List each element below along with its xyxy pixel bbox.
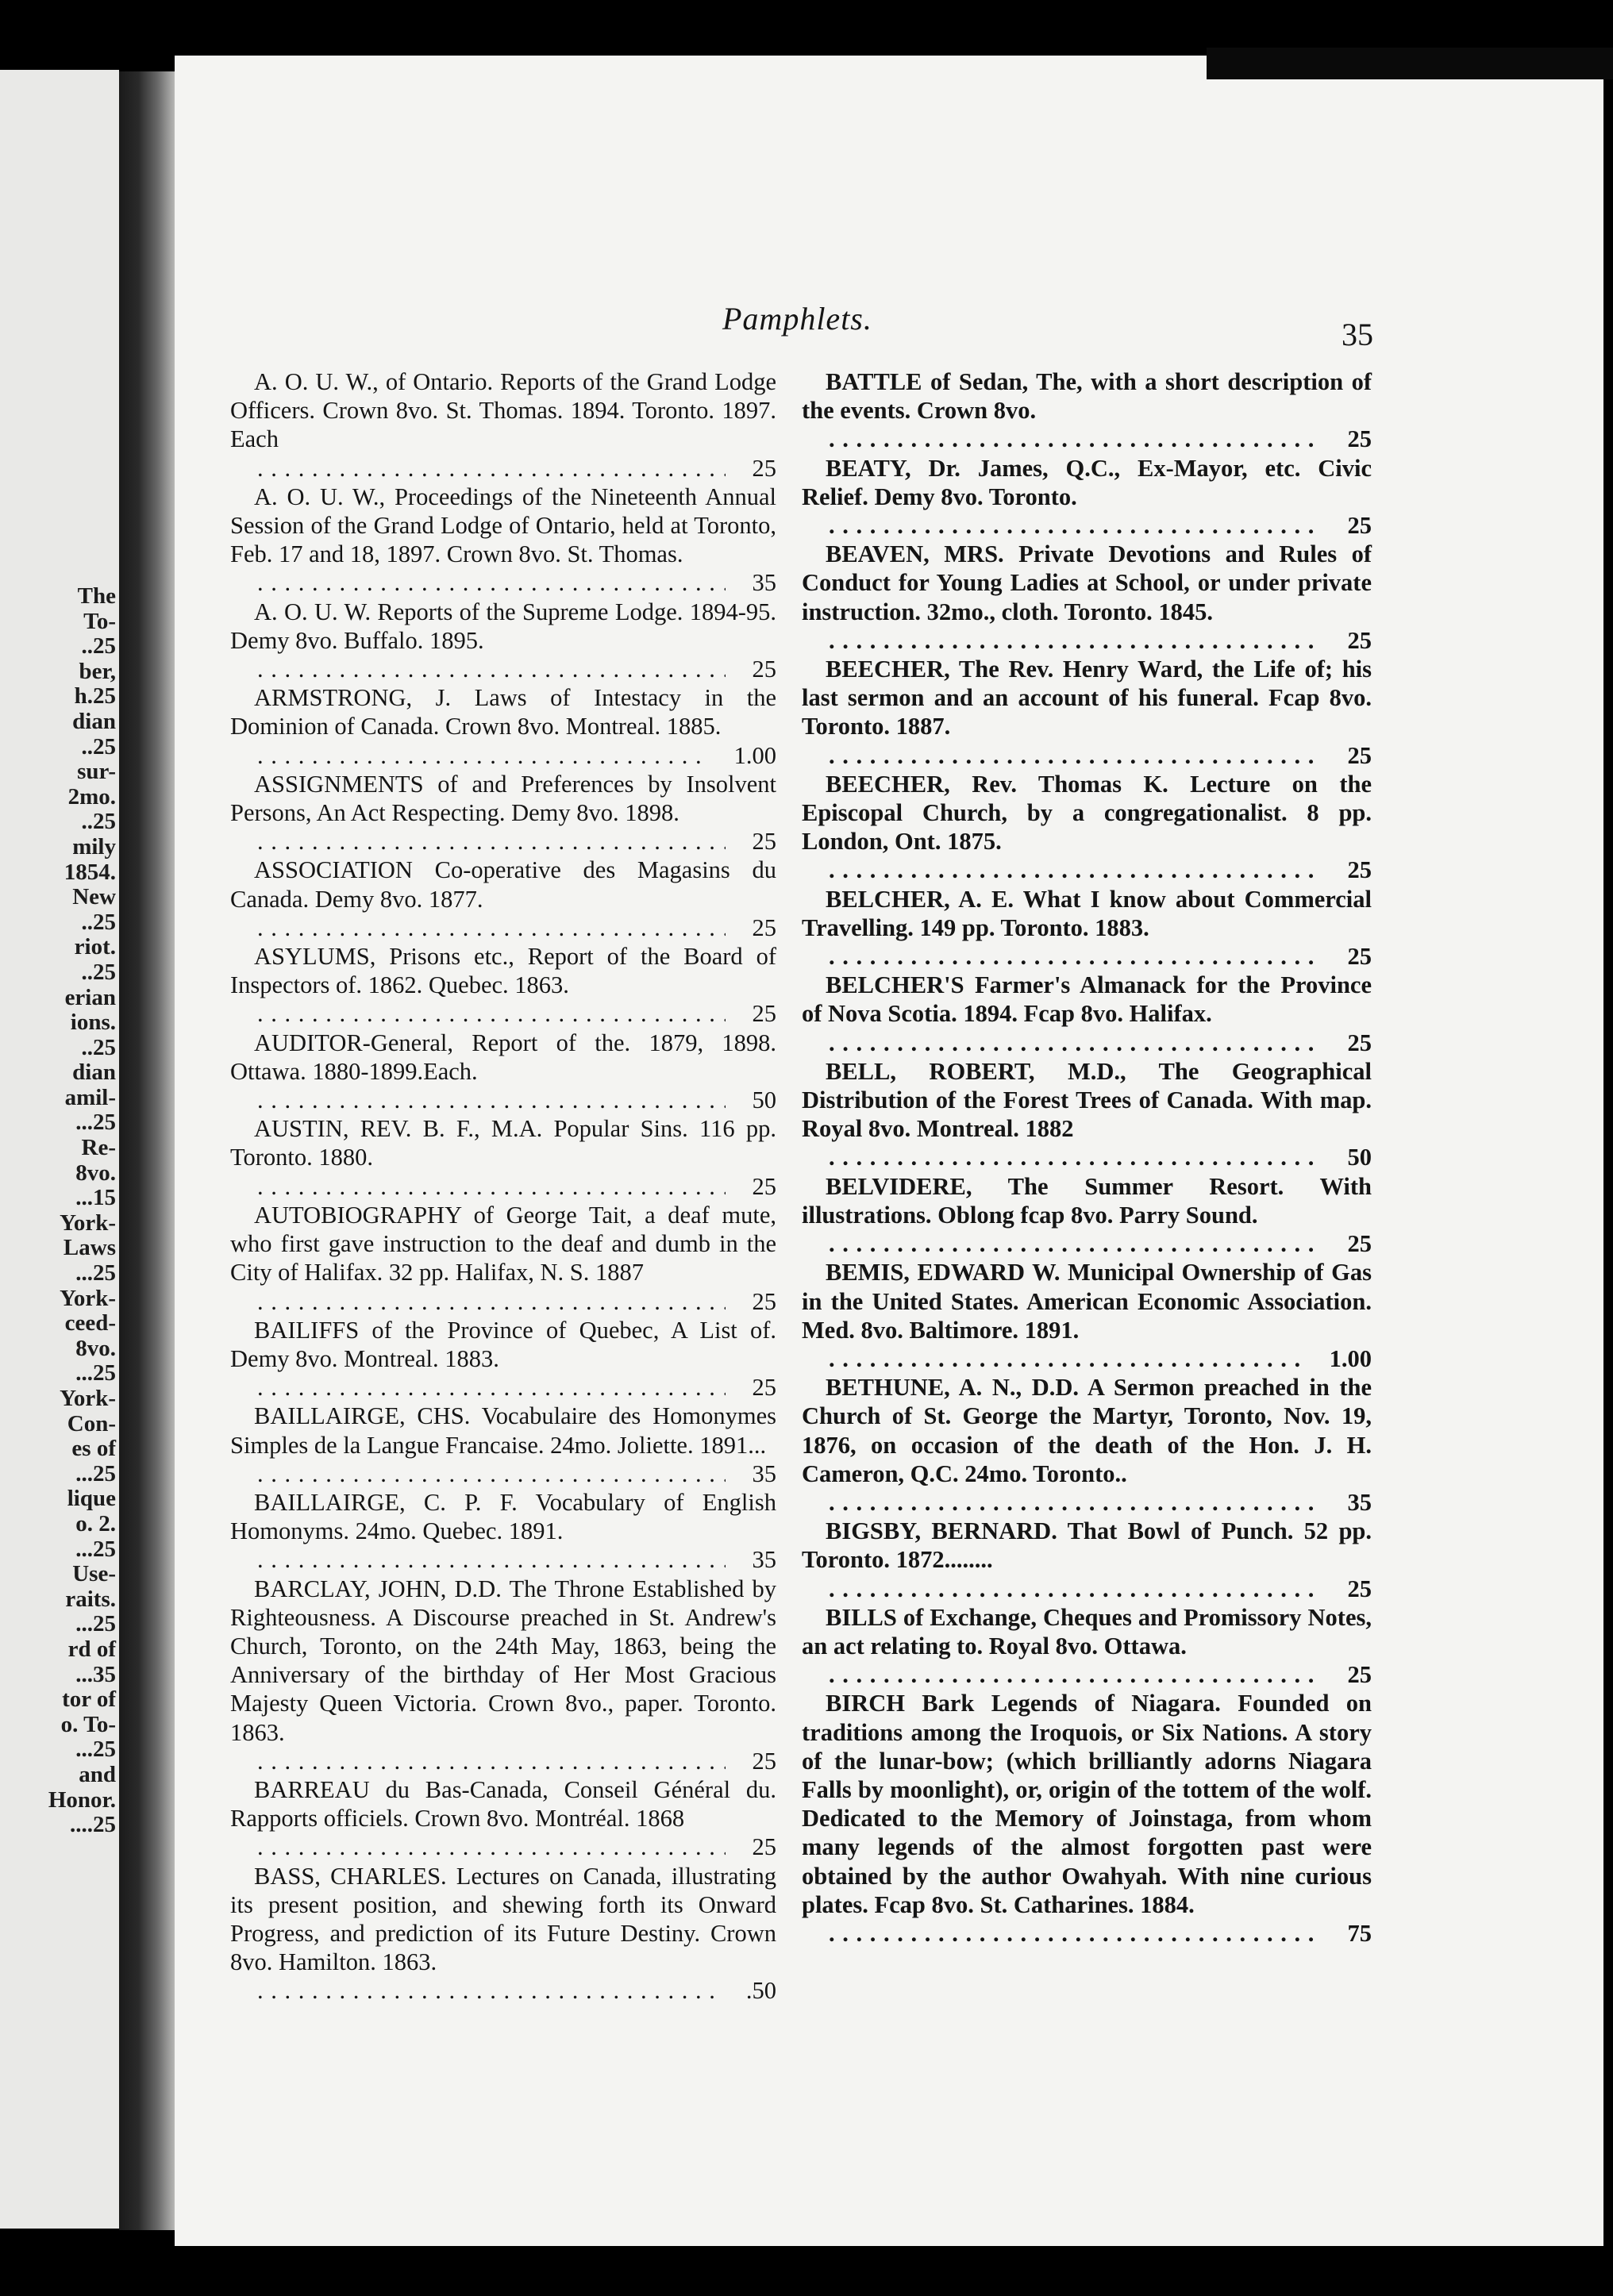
previous-page-fragment: To- (83, 608, 116, 634)
previous-page-fragment: dian (72, 1060, 116, 1086)
previous-page-fragment: ...25 (75, 1360, 116, 1386)
entry-text: AUTOBIOGRAPHY of George Tait, a deaf mute, who first gave instruction to the deaf and dumb in the City of Halifax. 32 pp. Halifax, N. S. 1887 (230, 1201, 776, 1286)
previous-page-fragment: ber, (79, 658, 116, 684)
dot-leader (805, 942, 1321, 971)
entry-price: 1.00 (1329, 1344, 1372, 1372)
entry-price: .50 (745, 1977, 776, 2005)
previous-page-fragment: ...15 (75, 1185, 116, 1211)
previous-page-fragment: raits. (65, 1586, 116, 1612)
dot-leader (233, 999, 726, 1028)
dot-leader (805, 511, 1321, 540)
entry-price: 25 (752, 1287, 776, 1315)
entry-text: ASYLUMS, Prisons etc., Report of the Board of Inspectors of. 1862. Quebec. 1863. (230, 943, 776, 999)
entry-price: 25 (752, 1172, 776, 1200)
page-number: 35 (1342, 317, 1373, 352)
entry-price: 25 (752, 1000, 776, 1028)
entry-text: BEMIS, EDWARD W. Municipal Ownership of Gas in the United States. American Economic Association. Med. 8vo. Baltimore. 1891. (802, 1259, 1372, 1344)
catalogue-entry (230, 942, 776, 1029)
catalogue-entry (230, 1114, 776, 1201)
entry-text: BELVIDERE, The Summer Resort. With illustrations. Oblong fcap 8vo. Parry Sound. (802, 1172, 1372, 1229)
entry-price: 35 (752, 1460, 776, 1487)
entry-text: BAILIFFS of the Province of Quebec, A List of. Demy 8vo. Montreal. 1883. (230, 1316, 776, 1372)
previous-page-fragment: Laws (63, 1235, 116, 1261)
previous-page-fragment: dian (72, 708, 116, 734)
entry-price: 25 (1347, 1230, 1372, 1258)
dot-leader (805, 1575, 1321, 1603)
catalogue-entry (802, 885, 1372, 971)
entry-price: 50 (1347, 1144, 1372, 1171)
previous-page-fragment: mily (72, 833, 116, 860)
entry-text: BEECHER, Rev. Thomas K. Lecture on the Episcopal Church, by a congregationalist. 8 pp. London, Ont. 1875. (802, 770, 1372, 856)
previous-page-fragment: ...25 (75, 1736, 116, 1763)
entry-text: A. O. U. W. Reports of the Supreme Lodge. 1894-95. Demy 8vo. Buffalo. 1895. (230, 598, 776, 654)
entry-text: ASSIGNMENTS of and Preferences by Insolvent Persons, An Act Respecting. Demy 8vo. 1898. (230, 770, 776, 827)
previous-page-fragment: riot. (74, 934, 116, 960)
catalogue-entry (802, 1689, 1372, 1948)
dot-leader (233, 1086, 726, 1114)
entry-price: 25 (752, 1747, 776, 1775)
dot-leader (233, 741, 707, 770)
catalogue-entry (802, 655, 1372, 770)
entry-text: BAILLAIRGE, CHS. Vocabulaire des Homonymes Simples de la Langue Francaise. 24mo. Joliette. 1891... (230, 1402, 776, 1459)
catalogue-entry (230, 1575, 776, 1775)
entry-price: 25 (752, 828, 776, 856)
catalogue-entry (802, 1057, 1372, 1172)
dot-leader (805, 1143, 1321, 1171)
previous-page-fragment: ..25 (81, 809, 116, 835)
dot-leader (233, 1976, 719, 2005)
dot-leader (233, 1373, 726, 1402)
catalogue-entry (802, 1172, 1372, 1259)
catalogue-entry (230, 1029, 776, 1115)
catalogue-entry (230, 367, 776, 483)
previous-page-fragment: erian (64, 984, 116, 1010)
entry-text: BARCLAY, JOHN, D.D. The Throne Established by Righteousness. A Discourse preached in St. Andrew's Church, Toronto, on the 24th May, 1863, being the Anniversary of the birthday of Her Most Gracious Majesty Queen Victoria. Crown 8vo., paper. Toronto. 1863. (230, 1575, 776, 1746)
running-head: Pamphlets. (722, 301, 872, 337)
entry-text: AUDITOR-General, Report of the. 1879, 1898. Ottawa. 1880-1899.Each. (230, 1029, 776, 1085)
catalogue-entry (802, 971, 1372, 1057)
previous-page-fragment: ...25 (75, 1260, 116, 1286)
dot-leader (233, 1287, 726, 1316)
entry-price: 35 (1347, 1488, 1372, 1516)
previous-page-fragment: ..25 (81, 1034, 116, 1060)
previous-page-fragment: lique (67, 1486, 116, 1512)
entry-price: 35 (752, 569, 776, 597)
entry-price: 25 (1347, 856, 1372, 884)
entry-text: A. O. U. W., of Ontario. Reports of the Grand Lodge Officers. Crown 8vo. St. Thomas. 1894. Toronto. 1897. Each (230, 368, 776, 453)
previous-page-fragment: ions. (70, 1010, 116, 1036)
entry-text: A. O. U. W., Proceedings of the Nineteenth Annual Session of the Grand Lodge of Ontario, held at Toronto, Feb. 17 and 18, 1897. Crown 8vo. St. Thomas. (230, 483, 776, 568)
entry-text: BEAVEN, MRS. Private Devotions and Rules of Conduct for Young Ladies at School, or under private instruction. 32mo., cloth. Toronto. 1845. (802, 540, 1372, 625)
previous-page-fragment: amil- (64, 1084, 116, 1110)
previous-page-fragment: o. To- (60, 1711, 116, 1737)
dot-leader (805, 1660, 1321, 1689)
previous-page-fragment: York- (60, 1285, 116, 1311)
previous-page-fragment: ..25 (81, 959, 116, 985)
entry-text: BELCHER'S Farmer's Almanack for the Province of Nova Scotia. 1894. Fcap 8vo. Halifax. (802, 971, 1372, 1028)
entry-price: 25 (752, 656, 776, 683)
catalogue-entry (802, 367, 1372, 454)
previous-page-fragment: ...25 (75, 1536, 116, 1562)
dot-leader (805, 1029, 1321, 1057)
catalogue-entry (230, 1862, 776, 2006)
previous-page-fragment: tor of (62, 1686, 116, 1713)
scan-shadow (1207, 48, 1613, 79)
dot-leader (233, 1545, 726, 1574)
dot-leader (233, 1172, 726, 1201)
entry-text: BELL, ROBERT, M.D., The Geographical Distribution of the Forest Trees of Canada. With map. Royal 8vo. Montreal. 1882 (802, 1057, 1372, 1143)
catalogue-entry (802, 770, 1372, 885)
entry-price: 25 (1347, 512, 1372, 540)
previous-page-fragment: es of (71, 1436, 116, 1462)
entry-price: 25 (1347, 943, 1372, 971)
dot-leader (233, 827, 726, 856)
entry-price: 35 (752, 1546, 776, 1574)
catalogue-entry (230, 1402, 776, 1488)
dot-leader (233, 1460, 726, 1488)
previous-page-fragment: ...35 (75, 1661, 116, 1687)
dot-leader (805, 1344, 1303, 1373)
dot-leader (233, 454, 726, 483)
previous-page-fragment: ceed- (64, 1310, 116, 1336)
previous-page-edge (0, 70, 119, 2229)
previous-page-fragment: sur- (77, 759, 116, 785)
entry-text: AUSTIN, REV. B. F., M.A. Popular Sins. 116 pp. Toronto. 1880. (230, 1115, 776, 1171)
previous-page-fragment: 1854. (64, 859, 116, 885)
entry-price: 25 (752, 1833, 776, 1861)
previous-page-fragment: York- (60, 1210, 116, 1236)
catalogue-entry (230, 856, 776, 942)
catalogue-entry (230, 483, 776, 598)
dot-leader (805, 1919, 1321, 1948)
previous-page-fragment: York- (60, 1386, 116, 1411)
catalogue-entry (230, 1316, 776, 1402)
entry-text: BASS, CHARLES. Lectures on Canada, illustrating its present position, and shewing forth its Onward Progress, and prediction of its Future Destiny. Crown 8vo. Hamilton. 1863. (230, 1862, 776, 1976)
catalogue-entry (802, 1373, 1372, 1517)
entry-text: BIGSBY, BERNARD. That Bowl of Punch. 52 pp. Toronto. 1872........ (802, 1517, 1372, 1574)
previous-page-fragment: Re- (81, 1135, 116, 1161)
entry-text: BIRCH Bark Legends of Niagara. Founded on traditions among the Iroquois, or Six Nations. A story of the lunar-bow; (which brilliantly adorns Niagara Falls by moonlight), or, origin of the tottem of the wolf. Dedicated to the Memory of Joinstaga, from whom many legends of the almost forgotten past were obtained by the author Owahyah. With nine curious plates. Fcap 8vo. St. Catharines. 1884. (802, 1690, 1372, 1918)
previous-page-fragment: The (77, 583, 116, 609)
entry-price: 50 (752, 1086, 776, 1114)
catalogue-entry (802, 1258, 1372, 1373)
entry-text: BEECHER, The Rev. Henry Ward, the Life of; his last sermon and an account of his funeral. Fcap 8vo. Toronto. 1887. (802, 656, 1372, 740)
entry-text: BILLS of Exchange, Cheques and Promissory Notes, an act relating to. Royal 8vo. Ottawa. (802, 1603, 1372, 1660)
catalogue-entry (802, 540, 1372, 655)
entry-text: BELCHER, A. E. What I know about Commercial Travelling. 149 pp. Toronto. 1883. (802, 885, 1372, 941)
previous-page-fragment: and (79, 1761, 116, 1787)
catalogue-entry (230, 1201, 776, 1316)
previous-page-fragment: 2mo. (67, 783, 116, 810)
previous-page-fragment: rd of (67, 1636, 116, 1662)
previous-page-fragment: ...25 (75, 1460, 116, 1486)
dot-leader (233, 913, 726, 942)
entry-price: 25 (1347, 425, 1372, 453)
catalogue-entry (802, 1517, 1372, 1603)
left-column (230, 367, 776, 2006)
catalogue-entry (230, 598, 776, 684)
dot-leader (805, 856, 1321, 884)
catalogue-entry (230, 1775, 776, 1862)
previous-page-fragment: 8vo. (75, 1160, 116, 1186)
catalogue-entry (802, 1603, 1372, 1690)
dot-leader (805, 741, 1321, 770)
entry-text: BARREAU du Bas-Canada, Conseil Général du. Rapports officiels. Crown 8vo. Montréal. 1868 (230, 1775, 776, 1833)
catalogue-entry (230, 1488, 776, 1575)
previous-page-fragment: ...25 (75, 1110, 116, 1136)
dot-leader (233, 568, 726, 597)
previous-page-fragment: ....25 (70, 1812, 116, 1838)
dot-leader (805, 1229, 1321, 1258)
previous-page-fragment: ..25 (81, 633, 116, 660)
dot-leader (805, 425, 1321, 453)
previous-page-fragment: Use- (72, 1561, 116, 1587)
entry-text: ARMSTRONG, J. Laws of Intestacy in the Dominion of Canada. Crown 8vo. Montreal. 1885. (230, 684, 776, 740)
previous-page-fragment: ..25 (81, 733, 116, 760)
entry-price: 25 (752, 1374, 776, 1402)
previous-page-fragment: Con- (67, 1410, 116, 1436)
dot-leader (233, 1747, 726, 1775)
previous-page-fragment: ..25 (81, 909, 116, 935)
entry-price: 25 (1347, 1661, 1372, 1689)
entry-price: 75 (1347, 1919, 1372, 1947)
entry-price: 25 (1347, 1575, 1372, 1602)
previous-page-fragment: h.25 (74, 683, 116, 710)
book-gutter (119, 71, 175, 2230)
dot-leader (233, 1833, 726, 1861)
previous-page-fragment: o. 2. (75, 1510, 116, 1536)
previous-page-fragment: New (72, 884, 116, 910)
dot-leader (805, 626, 1321, 655)
entry-text: BETHUNE, A. N., D.D. A Sermon preached in the Church of St. George the Martyr, Toronto, Nov. 19, 1876, on occasion of the death of the Hon. J. H. Cameron, Q.C. 24mo. Toronto.. (802, 1374, 1372, 1487)
entry-price: 1.00 (733, 741, 776, 769)
entry-price: 25 (1347, 1029, 1372, 1056)
entry-text: BAILLAIRGE, C. P. F. Vocabulary of English Homonyms. 24mo. Quebec. 1891. (230, 1488, 776, 1545)
entry-text: BATTLE of Sedan, The, with a short description of the events. Crown 8vo. (802, 368, 1372, 425)
entry-price: 25 (752, 454, 776, 482)
entry-text: BEATY, Dr. James, Q.C., Ex-Mayor, etc. Civic Relief. Demy 8vo. Toronto. (802, 454, 1372, 510)
previous-page-fragment: Honor. (48, 1786, 116, 1813)
entry-price: 25 (1347, 626, 1372, 654)
dot-leader (805, 1488, 1321, 1517)
previous-page-fragments (48, 584, 116, 1838)
right-column (802, 367, 1372, 1948)
previous-page-fragment: ...25 (75, 1611, 116, 1637)
entry-price: 25 (1347, 741, 1372, 769)
entry-price: 25 (752, 913, 776, 941)
catalogue-entry (230, 770, 776, 856)
catalogue-entry (230, 683, 776, 770)
entry-text: ASSOCIATION Co-operative des Magasins du Canada. Demy 8vo. 1877. (230, 856, 776, 913)
dot-leader (233, 655, 726, 683)
catalogue-entry (802, 454, 1372, 540)
previous-page-fragment: 8vo. (75, 1335, 116, 1361)
